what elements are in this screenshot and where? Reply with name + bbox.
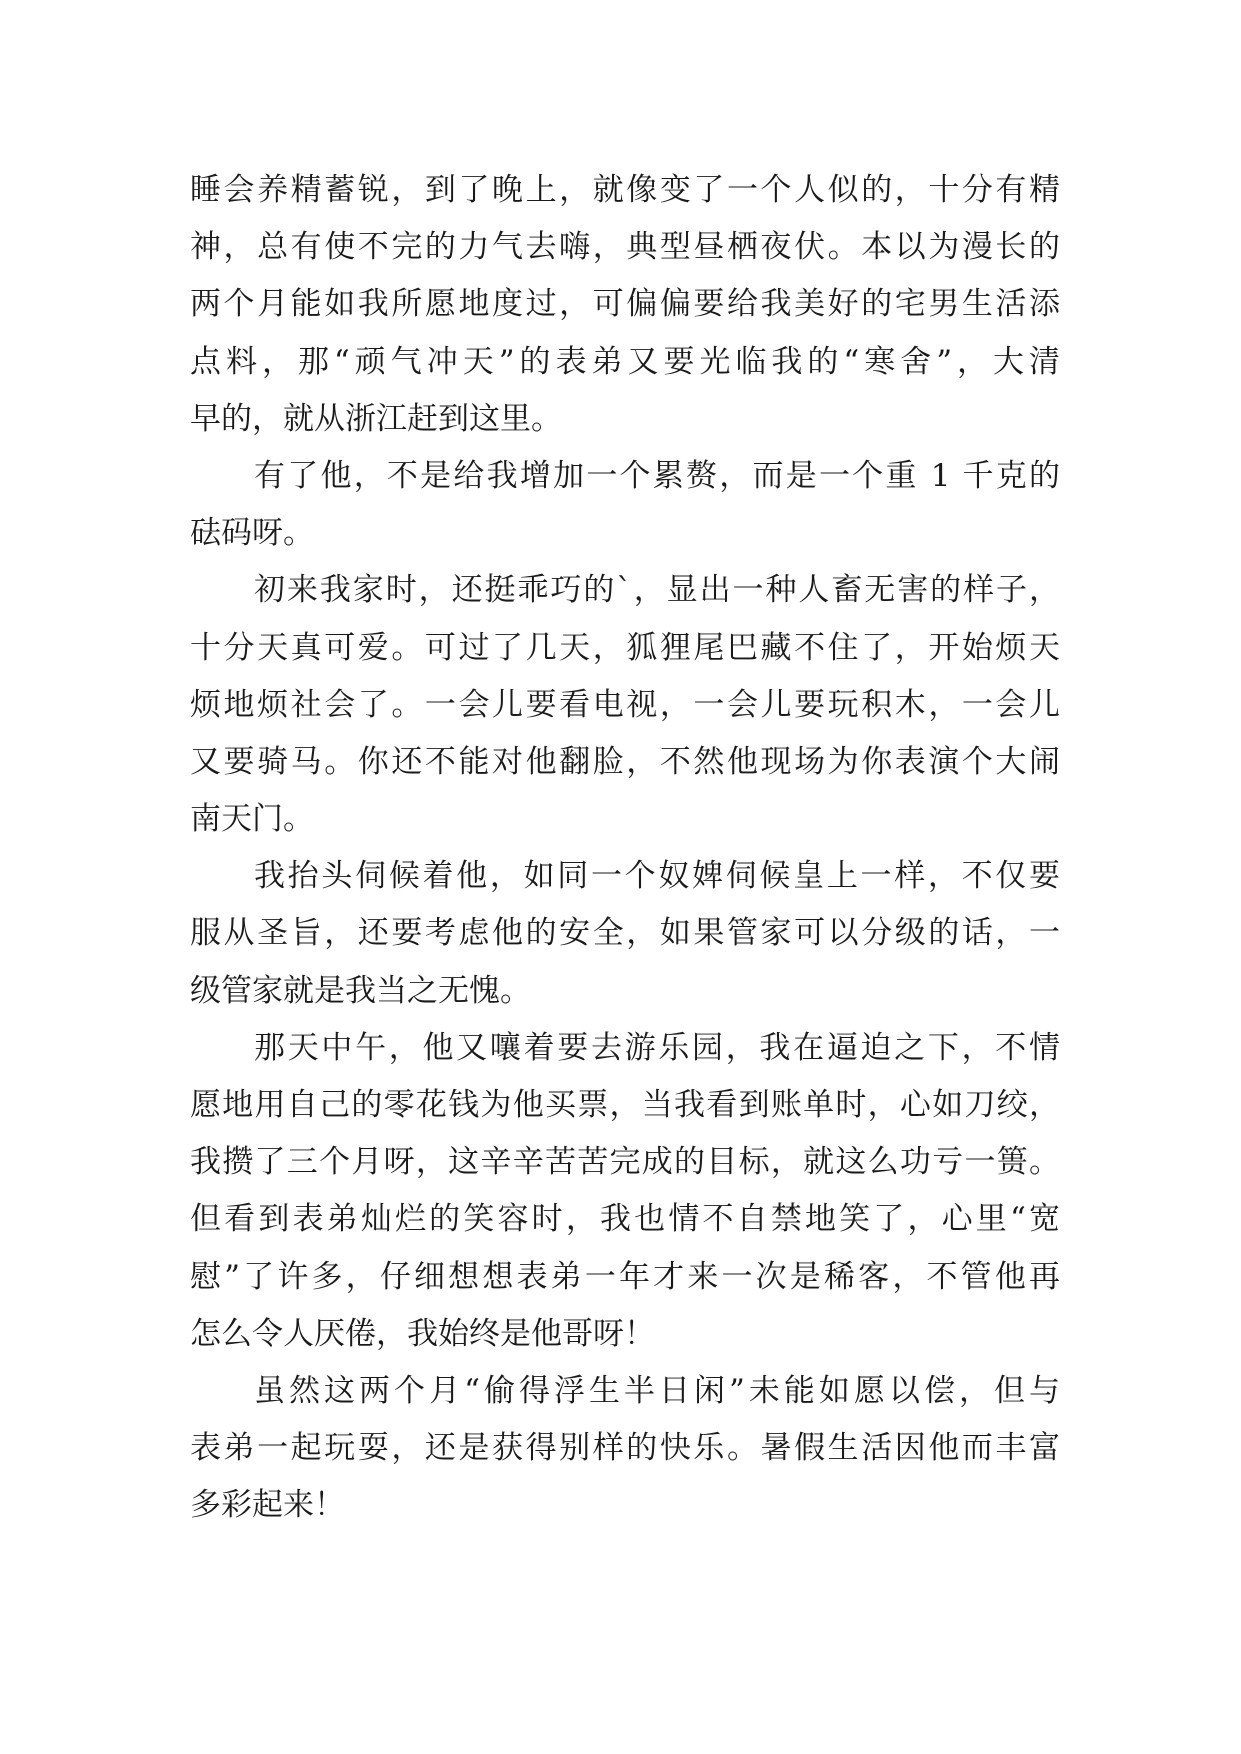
text-line: 南天门。 <box>190 801 314 838</box>
text-line: 我攒了三个月呀，这辛辛苦苦完成的目标，就这么功亏一篑。 <box>190 1144 1060 1181</box>
paragraph-3 <box>190 562 1060 848</box>
text-line: 虽然这两个月“偷得浮生半日闲”未能如愿以偿，但与 <box>254 1372 1060 1409</box>
text-line: 砝码呀。 <box>190 515 314 552</box>
paragraph-2 <box>190 448 1060 562</box>
text-line: 又要骑马。你还不能对他翻脸，不然他现场为你表演个大闹 <box>190 743 1060 780</box>
text-line: 初来我家时，还挺乖巧的`，显出一种人畜无害的样子， <box>254 572 1060 609</box>
text-line: 级管家就是我当之无愧。 <box>190 972 531 1009</box>
paragraph-1 <box>190 162 1060 448</box>
text-line: 早的，就从浙江赶到这里。 <box>190 400 562 437</box>
text-line: 愿地用自己的零花钱为他买票，当我看到账单时，心如刀绞， <box>190 1087 1060 1123</box>
text-line: 服从圣旨，还要考虑他的安全，如果管家可以分级的话，一 <box>190 915 1060 952</box>
text-line: 表弟一起玩耍，还是获得别样的快乐。暑假生活因他而丰富 <box>190 1430 1060 1467</box>
text-line: 但看到表弟灿烂的笑容时，我也情不自禁地笑了，心里“宽 <box>190 1201 1060 1238</box>
text-line: 怎么令人厌倦，我始终是他哥呀！ <box>190 1315 655 1352</box>
text-line: 十分天真可爱。可过了几天，狐狸尾巴藏不住了，开始烦天 <box>190 629 1060 666</box>
text-line: 我抬头伺候着他，如同一个奴婢伺候皇上一样，不仅要 <box>254 858 1060 895</box>
text-line: 那天中午，他又嚷着要去游乐园，我在逼迫之下，不情 <box>254 1029 1060 1066</box>
text-line: 有了他，不是给我增加一个累赘，而是一个重 1 千克的 <box>254 457 1060 494</box>
text-line: 两个月能如我所愿地度过，可偏偏要给我美好的宅男生活添 <box>190 286 1060 323</box>
text-line: 慰”了许多，仔细想想表弟一年才来一次是稀客，不管他再 <box>190 1258 1060 1295</box>
text-line: 多彩起来！ <box>190 1487 345 1524</box>
text-line: 烦地烦社会了。一会儿要看电视，一会儿要玩积木，一会儿 <box>190 686 1060 723</box>
paragraph-4 <box>190 848 1060 1020</box>
paragraph-5 <box>190 1020 1060 1363</box>
essay-body <box>190 162 1060 1535</box>
text-line: 神，总有使不完的力气去嗨，典型昼栖夜伏。本以为漫长的 <box>190 229 1060 266</box>
paragraph-6 <box>190 1363 1060 1535</box>
text-line: 点料，那“顽气冲天”的表弟又要光临我的“寒舍”，大清 <box>190 343 1060 380</box>
text-line: 睡会养精蓄锐，到了晚上，就像变了一个人似的，十分有精 <box>190 172 1060 208</box>
